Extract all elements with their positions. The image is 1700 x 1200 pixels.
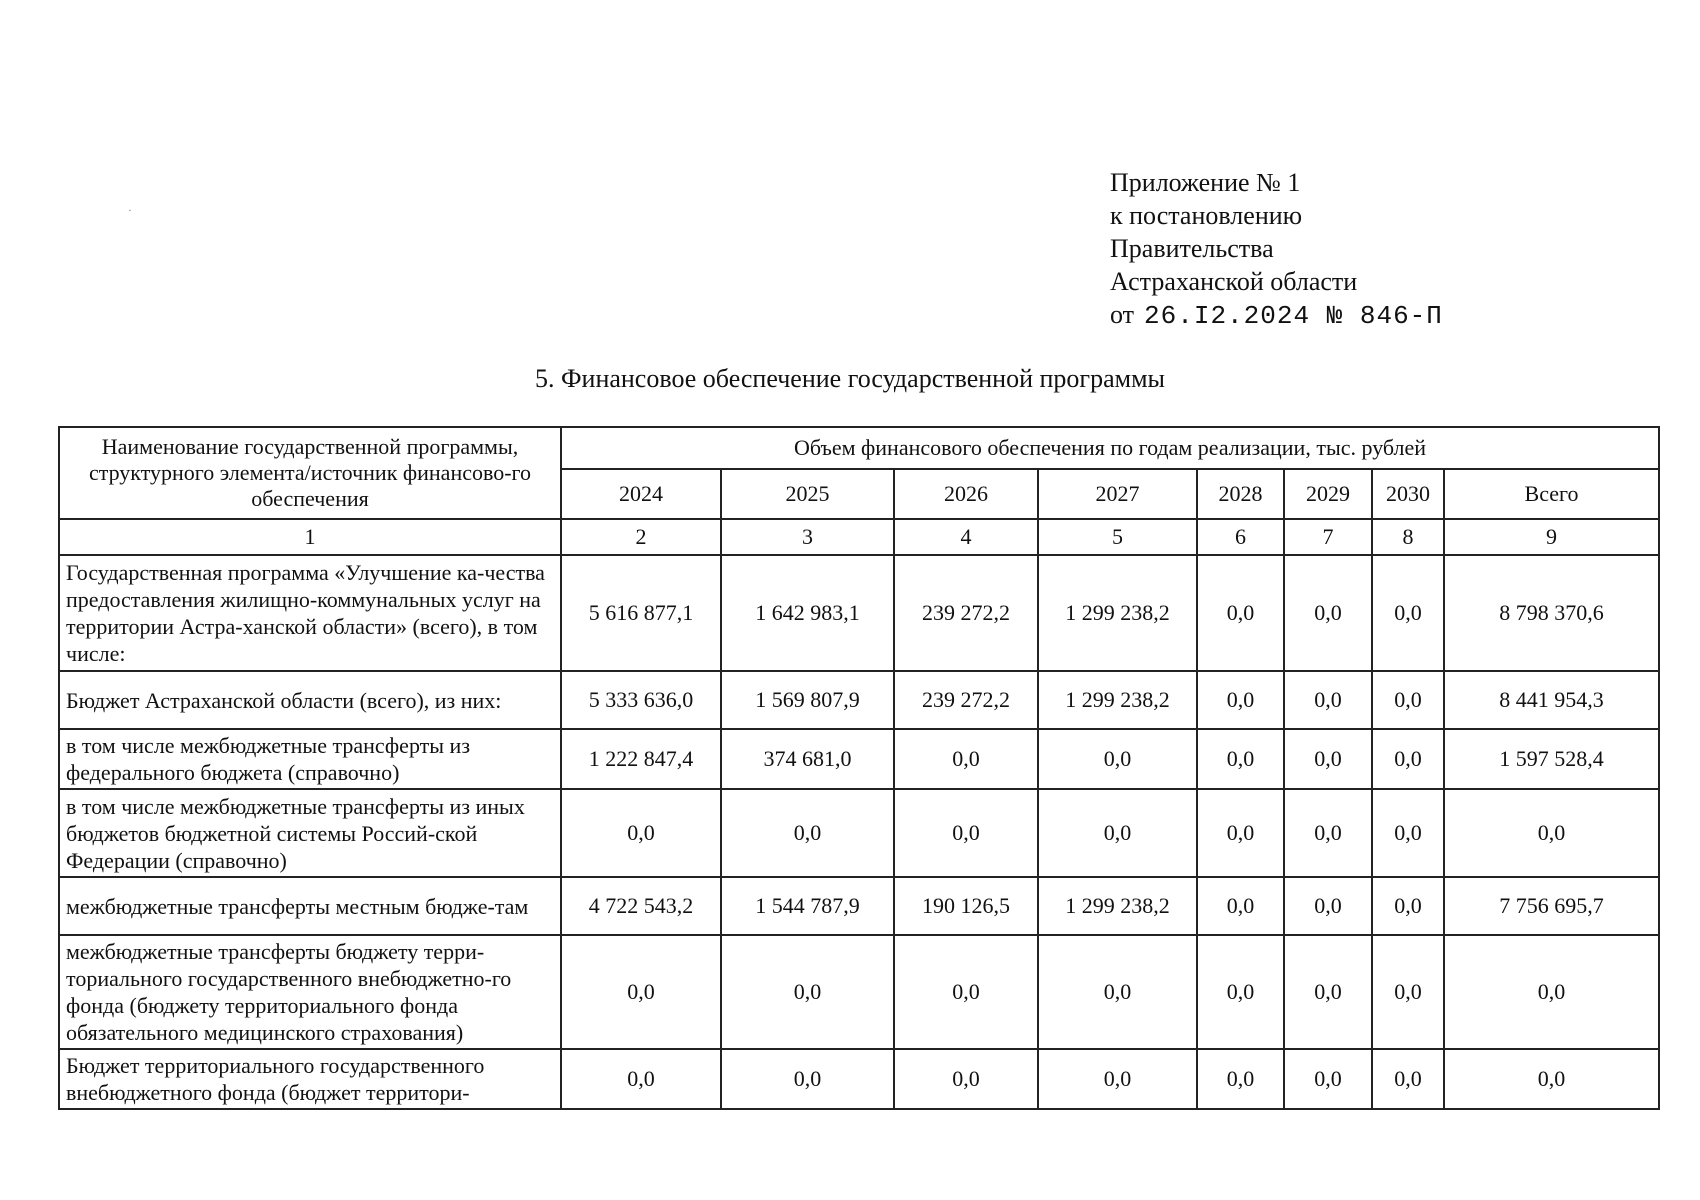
appendix-block bbox=[1110, 166, 1443, 333]
cell-value: 0,0 bbox=[1038, 789, 1197, 877]
table-row bbox=[59, 935, 1659, 1049]
cell-value: 0,0 bbox=[1197, 935, 1284, 1049]
cell-value: 0,0 bbox=[894, 789, 1038, 877]
cell-value: 0,0 bbox=[1372, 935, 1444, 1049]
scan-speck: · bbox=[128, 203, 132, 217]
name-column-header: Наименование государственной программы, структурного элемента/источник финансово-го обеспечения bbox=[59, 427, 561, 519]
total-header: Всего bbox=[1444, 469, 1659, 519]
cell-value: 0,0 bbox=[1197, 671, 1284, 729]
cell-value: 0,0 bbox=[894, 729, 1038, 789]
cell-value: 1 299 238,2 bbox=[1038, 671, 1197, 729]
cell-value: 190 126,5 bbox=[894, 877, 1038, 935]
appendix-line-1: Приложение № 1 bbox=[1110, 168, 1301, 197]
cell-value: 0,0 bbox=[1284, 935, 1372, 1049]
cell-value: 0,0 bbox=[1372, 671, 1444, 729]
cell-value: 0,0 bbox=[894, 1049, 1038, 1109]
year-header-2027: 2027 bbox=[1038, 469, 1197, 519]
column-number: 3 bbox=[721, 519, 894, 555]
column-number: 6 bbox=[1197, 519, 1284, 555]
cell-value: 0,0 bbox=[1284, 555, 1372, 671]
column-number: 1 bbox=[59, 519, 561, 555]
row-label: в том числе межбюджетные трансферты из иных бюджетов бюджетной системы Россий-ской Федерации (справочно) bbox=[59, 789, 561, 877]
cell-value: 374 681,0 bbox=[721, 729, 894, 789]
cell-value: 0,0 bbox=[1038, 1049, 1197, 1109]
column-number-row bbox=[59, 519, 1659, 555]
table-row bbox=[59, 789, 1659, 877]
cell-value: 0,0 bbox=[1372, 729, 1444, 789]
year-header-2030: 2030 bbox=[1372, 469, 1444, 519]
appendix-date-line bbox=[1110, 298, 1443, 333]
cell-value: 8 798 370,6 bbox=[1444, 555, 1659, 671]
column-number: 2 bbox=[561, 519, 721, 555]
cell-value: 1 544 787,9 bbox=[721, 877, 894, 935]
cell-value: 0,0 bbox=[1444, 935, 1659, 1049]
cell-value: 1 642 983,1 bbox=[721, 555, 894, 671]
cell-value: 239 272,2 bbox=[894, 555, 1038, 671]
cell-value: 0,0 bbox=[1038, 729, 1197, 789]
cell-value: 0,0 bbox=[1444, 789, 1659, 877]
year-header-2025: 2025 bbox=[721, 469, 894, 519]
cell-value: 0,0 bbox=[1372, 1049, 1444, 1109]
cell-value: 0,0 bbox=[1284, 671, 1372, 729]
appendix-line-3: Правительства bbox=[1110, 234, 1274, 263]
row-label: Государственная программа «Улучшение ка-чества предоставления жилищно-коммунальных услуг на территории Астра-ханской области» (всего), в том числе: bbox=[59, 555, 561, 671]
column-number: 9 bbox=[1444, 519, 1659, 555]
cell-value: 0,0 bbox=[1197, 1049, 1284, 1109]
appendix-date-prefix: от bbox=[1110, 300, 1135, 329]
cell-value: 0,0 bbox=[894, 935, 1038, 1049]
table-row bbox=[59, 729, 1659, 789]
year-header-2029: 2029 bbox=[1284, 469, 1372, 519]
cell-value: 239 272,2 bbox=[894, 671, 1038, 729]
table-row bbox=[59, 877, 1659, 935]
cell-value: 1 299 238,2 bbox=[1038, 555, 1197, 671]
cell-value: 0,0 bbox=[561, 935, 721, 1049]
cell-value: 0,0 bbox=[1197, 877, 1284, 935]
cell-value: 0,0 bbox=[561, 1049, 721, 1109]
cell-value: 0,0 bbox=[721, 1049, 894, 1109]
appendix-date-number: 26.I2.2024 № 846-П bbox=[1144, 301, 1443, 331]
cell-value: 0,0 bbox=[1284, 729, 1372, 789]
appendix-line-4: Астраханской области bbox=[1110, 267, 1358, 296]
cell-value: 0,0 bbox=[1284, 1049, 1372, 1109]
cell-value: 5 333 636,0 bbox=[561, 671, 721, 729]
row-label: Бюджет Астраханской области (всего), из них: bbox=[59, 671, 561, 729]
table-row bbox=[59, 671, 1659, 729]
column-number: 8 bbox=[1372, 519, 1444, 555]
table-row bbox=[59, 1049, 1659, 1109]
cell-value: 0,0 bbox=[1197, 789, 1284, 877]
financing-table bbox=[58, 426, 1660, 1110]
row-label: в том числе межбюджетные трансферты из федерального бюджета (справочно) bbox=[59, 729, 561, 789]
cell-value: 0,0 bbox=[1284, 789, 1372, 877]
funding-group-header: Объем финансового обеспечения по годам реализации, тыс. рублей bbox=[561, 427, 1659, 469]
cell-value: 0,0 bbox=[1444, 1049, 1659, 1109]
column-number: 5 bbox=[1038, 519, 1197, 555]
cell-value: 1 597 528,4 bbox=[1444, 729, 1659, 789]
cell-value: 4 722 543,2 bbox=[561, 877, 721, 935]
cell-value: 0,0 bbox=[1372, 789, 1444, 877]
cell-value: 8 441 954,3 bbox=[1444, 671, 1659, 729]
cell-value: 0,0 bbox=[721, 789, 894, 877]
cell-value: 7 756 695,7 bbox=[1444, 877, 1659, 935]
appendix-line-2: к постановлению bbox=[1110, 201, 1303, 230]
cell-value: 0,0 bbox=[561, 789, 721, 877]
cell-value: 0,0 bbox=[1197, 729, 1284, 789]
row-label: межбюджетные трансферты местным бюдже-там bbox=[59, 877, 561, 935]
cell-value: 1 222 847,4 bbox=[561, 729, 721, 789]
cell-value: 0,0 bbox=[1038, 935, 1197, 1049]
row-label: Бюджет территориального государственного внебюджетного фонда (бюджет территори- bbox=[59, 1049, 561, 1109]
year-header-2024: 2024 bbox=[561, 469, 721, 519]
cell-value: 1 569 807,9 bbox=[721, 671, 894, 729]
cell-value: 1 299 238,2 bbox=[1038, 877, 1197, 935]
column-number: 7 bbox=[1284, 519, 1372, 555]
section-title: 5. Финансовое обеспечение государственной программы bbox=[534, 364, 1166, 393]
table-row bbox=[59, 555, 1659, 671]
row-label: межбюджетные трансферты бюджету терри-ториального государственного внебюджетно-го фонда (бюджету территориального фонда обязательного медицинского страхования) bbox=[59, 935, 561, 1049]
column-number: 4 bbox=[894, 519, 1038, 555]
cell-value: 0,0 bbox=[1197, 555, 1284, 671]
cell-value: 0,0 bbox=[1372, 555, 1444, 671]
cell-value: 0,0 bbox=[721, 935, 894, 1049]
cell-value: 0,0 bbox=[1284, 877, 1372, 935]
cell-value: 0,0 bbox=[1372, 877, 1444, 935]
cell-value: 5 616 877,1 bbox=[561, 555, 721, 671]
year-header-2028: 2028 bbox=[1197, 469, 1284, 519]
year-header-2026: 2026 bbox=[894, 469, 1038, 519]
